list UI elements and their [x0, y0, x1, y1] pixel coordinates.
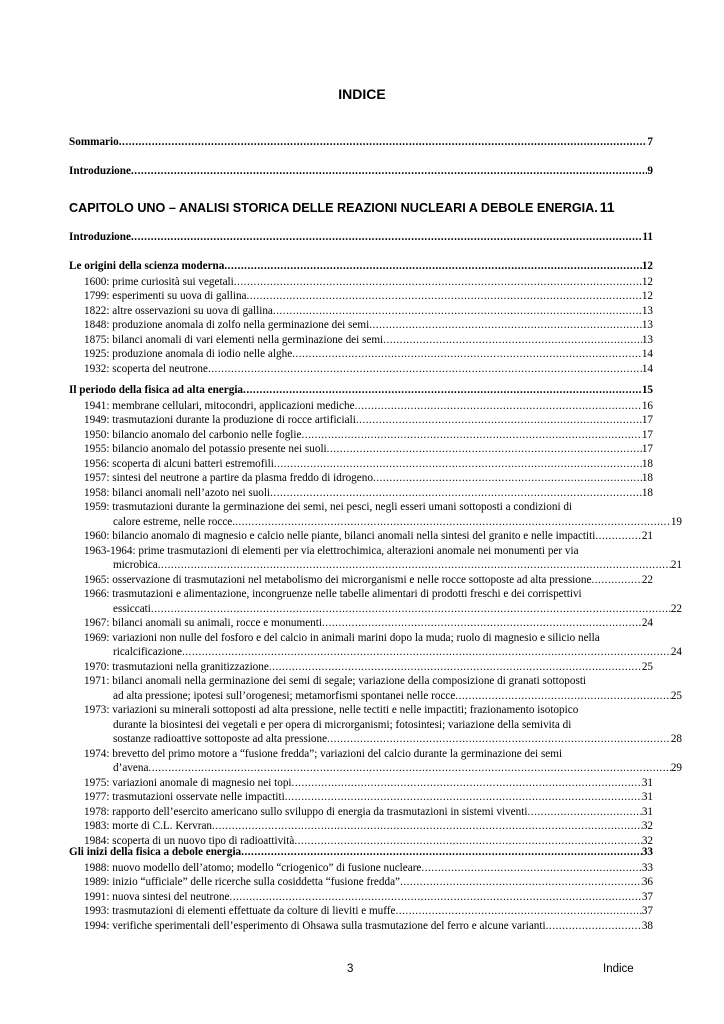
dot-leader	[373, 471, 642, 486]
entry-text: 1977: trasmutazioni osservate nelle impactiti	[84, 791, 285, 803]
page-number: 12	[641, 260, 653, 272]
page-number: 12	[641, 275, 653, 288]
toc-item[interactable]	[84, 747, 682, 776]
dot-leader	[229, 890, 641, 905]
toc-item[interactable]	[84, 442, 653, 457]
toc-item[interactable]	[84, 275, 653, 290]
toc-item[interactable]	[84, 457, 653, 472]
entry-text: 1989: inizio “ufficiale” delle ricerche sulla cosiddetta “fusione fredda”	[84, 876, 401, 888]
dot-leader	[131, 230, 642, 245]
page-number: 13	[641, 319, 653, 331]
page-number: 17	[641, 428, 653, 441]
page-number: 7	[647, 136, 653, 148]
page-number: 38	[641, 919, 653, 932]
page-number: 22	[641, 573, 653, 586]
dot-leader	[301, 428, 641, 443]
toc-item[interactable]	[84, 875, 653, 890]
chapter-title: CAPITOLO UNO – ANALISI STORICA DELLE REAZIONI NUCLEARI A DEBOLE ENERGIA.	[69, 201, 598, 215]
page-number: 28	[670, 733, 682, 745]
entry-text: Introduzione	[69, 165, 131, 177]
entry-text: 1983: morte di C.L. Kervran	[84, 820, 213, 832]
page-number: 21	[670, 559, 682, 571]
toc-item[interactable]	[84, 919, 653, 934]
entry-text: 1984: scoperta di un nuovo tipo di radioattività	[84, 834, 295, 847]
entry-text: Il periodo della fisica ad alta energia	[69, 384, 244, 396]
entry-text: durante la biosintesi dei vegetali e per opera di microrganismi; fotosintesi; variazione della semivita di	[113, 718, 572, 731]
dot-leader	[591, 573, 641, 588]
toc-item[interactable]	[84, 413, 653, 428]
entry-text: ad alta pressione; ipotesi sull’orogenesi; metamorfismi spontanei nelle rocce	[113, 689, 456, 702]
dot-leader	[292, 776, 642, 791]
page-title: INDICE	[338, 86, 386, 102]
dot-leader	[355, 399, 642, 414]
toc-item[interactable]	[84, 861, 653, 876]
dot-leader	[208, 362, 642, 377]
dot-leader	[327, 732, 671, 747]
dot-leader	[546, 919, 642, 934]
entry-text: 1967: bilanci anomali su animali, rocce e monumenti	[84, 617, 322, 629]
page-number: 9	[647, 165, 653, 177]
entry-text: sostanze radioattive sottoposte ad alta pressione	[113, 733, 328, 745]
page-number: 18	[641, 457, 653, 470]
toc-item[interactable]	[84, 289, 653, 304]
toc-item[interactable]	[84, 776, 653, 791]
page-number: 11	[599, 199, 615, 215]
page-number: 17	[641, 443, 653, 455]
dot-leader	[273, 304, 642, 319]
page-number: 24	[670, 646, 682, 658]
toc-item[interactable]	[84, 471, 653, 486]
page-number: 12	[641, 290, 653, 302]
entry-text: 1941: membrane cellulari, mitocondri, applicazioni mediche	[84, 399, 355, 412]
entry-text: 1600: prime curiosità sui vegetali	[84, 275, 234, 288]
toc-item[interactable]	[84, 660, 653, 675]
dot-leader	[369, 318, 642, 333]
entry-text: Introduzione	[69, 231, 131, 243]
entry-text: 1966: trasmutazioni e alimentazione, incongruenze nelle tabelle alimentari di prodotti freschi e dei corrispettivi	[84, 588, 582, 600]
toc-item[interactable]	[84, 318, 653, 333]
dot-leader	[234, 275, 642, 290]
toc-item[interactable]	[84, 616, 653, 631]
toc-item[interactable]	[84, 587, 682, 616]
dot-leader	[396, 904, 642, 919]
footer-section-label: Indice	[603, 963, 634, 975]
dot-leader	[269, 660, 642, 675]
toc-entry-introduzione[interactable]	[69, 164, 653, 179]
entry-text: 1975: variazioni anomale di magnesio nei topi	[84, 776, 292, 789]
dot-leader	[421, 861, 641, 876]
dot-leader	[455, 689, 670, 704]
page-number: 25	[641, 660, 653, 673]
page-number: 31	[641, 805, 653, 818]
entry-text: 1932: scoperta del neutrone	[84, 362, 208, 375]
dot-leader	[158, 558, 671, 573]
dot-leader	[119, 135, 648, 150]
toc-item[interactable]	[84, 819, 653, 834]
toc-item[interactable]	[84, 500, 682, 529]
page-number: 37	[641, 905, 653, 917]
entry-text: 1994: verifiche sperimentali dell’esperimento di Ohsawa sulla trasmutazione del ferro e alcune varianti	[84, 919, 546, 932]
dot-leader	[274, 457, 642, 472]
entry-text: microbica	[113, 559, 158, 571]
toc-item[interactable]	[84, 486, 653, 501]
page-number: 25	[670, 689, 682, 702]
chapter-heading[interactable]	[69, 199, 653, 216]
page-number: 13	[641, 333, 653, 346]
dot-leader	[527, 805, 641, 820]
page-number: 16	[641, 399, 653, 412]
entry-text: 1970: trasmutazioni nella granitizzazione	[84, 660, 269, 673]
entry-text: Sommario	[69, 136, 119, 148]
dot-leader	[327, 442, 642, 457]
dot-leader	[270, 486, 642, 501]
toc-item[interactable]	[84, 399, 653, 414]
page-number: 11	[642, 231, 653, 243]
entry-text: 1974: brevetto del primo motore a “fusione fredda”; variazioni del calcio durante la germinazione dei semi	[84, 747, 563, 760]
dot-leader	[241, 845, 642, 860]
entry-text: Gli inizi della fisica a debole energia	[69, 846, 242, 858]
entry-text: 1969: variazioni non nulle del fosforo e del calcio in animali marini dopo la muda; ruolo di magnesio e silicio nella	[84, 631, 600, 644]
toc-item[interactable]	[84, 333, 653, 348]
page-number: 13	[641, 304, 653, 317]
dot-leader	[148, 761, 670, 776]
toc-section-heading[interactable]	[69, 845, 653, 860]
toc-section-heading[interactable]	[69, 259, 653, 274]
toc-item[interactable]	[84, 904, 653, 919]
entry-text: 1955: bilancio anomalo del potassio presente nei suoli	[84, 443, 327, 455]
entry-text: 1973: variazioni su minerali sottoposti ad alta pressione, nelle tectiti e nelle impactiti; frazionamento isotopico	[84, 704, 579, 716]
page-number: 15	[641, 384, 653, 396]
dot-leader	[151, 602, 671, 617]
page-number: 19	[670, 515, 682, 528]
dot-leader	[356, 413, 642, 428]
entry-text: 1958: bilanci anomali nell’azoto nei suoli	[84, 486, 271, 499]
toc-item[interactable]	[84, 703, 682, 747]
page-number: 32	[641, 834, 653, 847]
entry-text: 1993: trasmutazioni di elementi effettuate da colture di lieviti e muffe	[84, 905, 396, 917]
dot-leader	[182, 645, 671, 660]
dot-leader	[285, 790, 642, 805]
entry-text: 1963-1964: prime trasmutazioni di elementi per via elettrochimica, alterazioni anomale nei monumenti per via	[84, 544, 579, 557]
toc-entry-chapter-introduzione[interactable]	[69, 230, 653, 245]
entry-text: 1960: bilancio anomalo di magnesio e calcio nelle piante, bilanci anomali nella sintesi del granito e nelle impactiti	[84, 530, 596, 542]
page-number: 22	[670, 602, 682, 615]
toc-item[interactable]	[84, 631, 682, 660]
page-number: 31	[641, 791, 653, 803]
toc-section-heading[interactable]	[69, 383, 653, 398]
page-number: 14	[641, 348, 653, 360]
page-number: 32	[641, 820, 653, 832]
entry-text: 1949: trasmutazioni durante la produzione di rocce artificiali	[84, 414, 356, 426]
entry-text: 1971: bilanci anomali nella germinazione dei semi di segale; variazione della composizione di granati sottoposti	[84, 675, 587, 687]
entry-text: 1799: esperimenti su uova di gallina	[84, 290, 247, 302]
entry-text: essiccati	[113, 602, 151, 615]
toc-item[interactable]	[84, 805, 653, 820]
dot-leader	[383, 333, 642, 348]
dot-leader	[595, 529, 641, 544]
dot-leader	[292, 347, 642, 362]
footer-page-number: 3	[347, 963, 354, 975]
toc-item[interactable]	[84, 890, 653, 905]
page-number: 33	[641, 861, 653, 874]
dot-leader	[131, 164, 647, 179]
page-number: 36	[641, 876, 653, 888]
toc-item[interactable]	[84, 674, 682, 703]
entry-text: 1848: produzione anomala di zolfo nella germinazione dei semi	[84, 319, 370, 331]
toc-item[interactable]	[84, 790, 653, 805]
entry-text: 1957: sintesi del neutrone a partire da plasma freddo di idrogeno	[84, 472, 373, 484]
dot-leader	[243, 383, 642, 398]
entry-text: 1965: osservazione di trasmutazioni nel metabolismo dei microrganismi e nelle rocce sottoposte ad alta pressione	[84, 573, 592, 586]
entry-text: 1959: trasmutazioni durante la germinazione dei semi, nei pesci, negli esseri umani sottoposti a condizioni di	[84, 501, 573, 513]
page-number: 31	[641, 776, 653, 789]
page-number: 33	[641, 846, 653, 858]
page-number: 24	[641, 617, 653, 629]
page-number: 29	[670, 762, 682, 774]
toc-item[interactable]	[84, 304, 653, 319]
entry-text: 1925: produzione anomala di iodio nelle alghe	[84, 348, 293, 360]
entry-text: d’avena	[113, 762, 149, 774]
entry-text: 1988: nuovo modello dell’atomo; modello “criogenico” di fusione nucleare	[84, 861, 422, 874]
dot-leader	[224, 259, 641, 274]
entry-text: ricalcificazione	[113, 646, 182, 658]
dot-leader	[212, 819, 642, 834]
toc-item[interactable]	[84, 544, 682, 573]
dot-leader	[322, 616, 642, 631]
toc-item[interactable]	[84, 362, 653, 377]
entry-text: 1950: bilancio anomalo del carbonio nelle foglie	[84, 428, 302, 441]
dot-leader	[400, 875, 642, 890]
entry-text: 1978: rapporto dell’esercito americano sullo sviluppo di energia da trasmutazioni in sistemi viventi	[84, 805, 528, 818]
dot-leader	[247, 289, 642, 304]
toc-item[interactable]	[84, 573, 653, 588]
page-number: 37	[641, 890, 653, 903]
page-number: 18	[641, 486, 653, 499]
page-number: 18	[641, 472, 653, 484]
entry-text: 1956: scoperta di alcuni batteri estremofili	[84, 457, 274, 470]
toc-item[interactable]	[84, 347, 653, 362]
toc-item[interactable]	[84, 428, 653, 443]
entry-text: 1875: bilanci anomali di vari elementi nella germinazione dei semi	[84, 333, 384, 346]
page-number: 17	[641, 414, 653, 426]
entry-text: 1991: nuova sintesi del neutrone	[84, 890, 230, 903]
dot-leader	[235, 515, 671, 530]
entry-text: calore estreme, nelle rocce.	[113, 515, 236, 528]
page-number: 14	[641, 362, 653, 375]
toc-entry-sommario[interactable]	[69, 135, 653, 150]
toc-item[interactable]	[84, 529, 653, 544]
page-number: 21	[641, 530, 653, 542]
entry-text: 1822: altre osservazioni su uova di gallina	[84, 304, 273, 317]
entry-text: Le origini della scienza moderna	[69, 260, 225, 272]
